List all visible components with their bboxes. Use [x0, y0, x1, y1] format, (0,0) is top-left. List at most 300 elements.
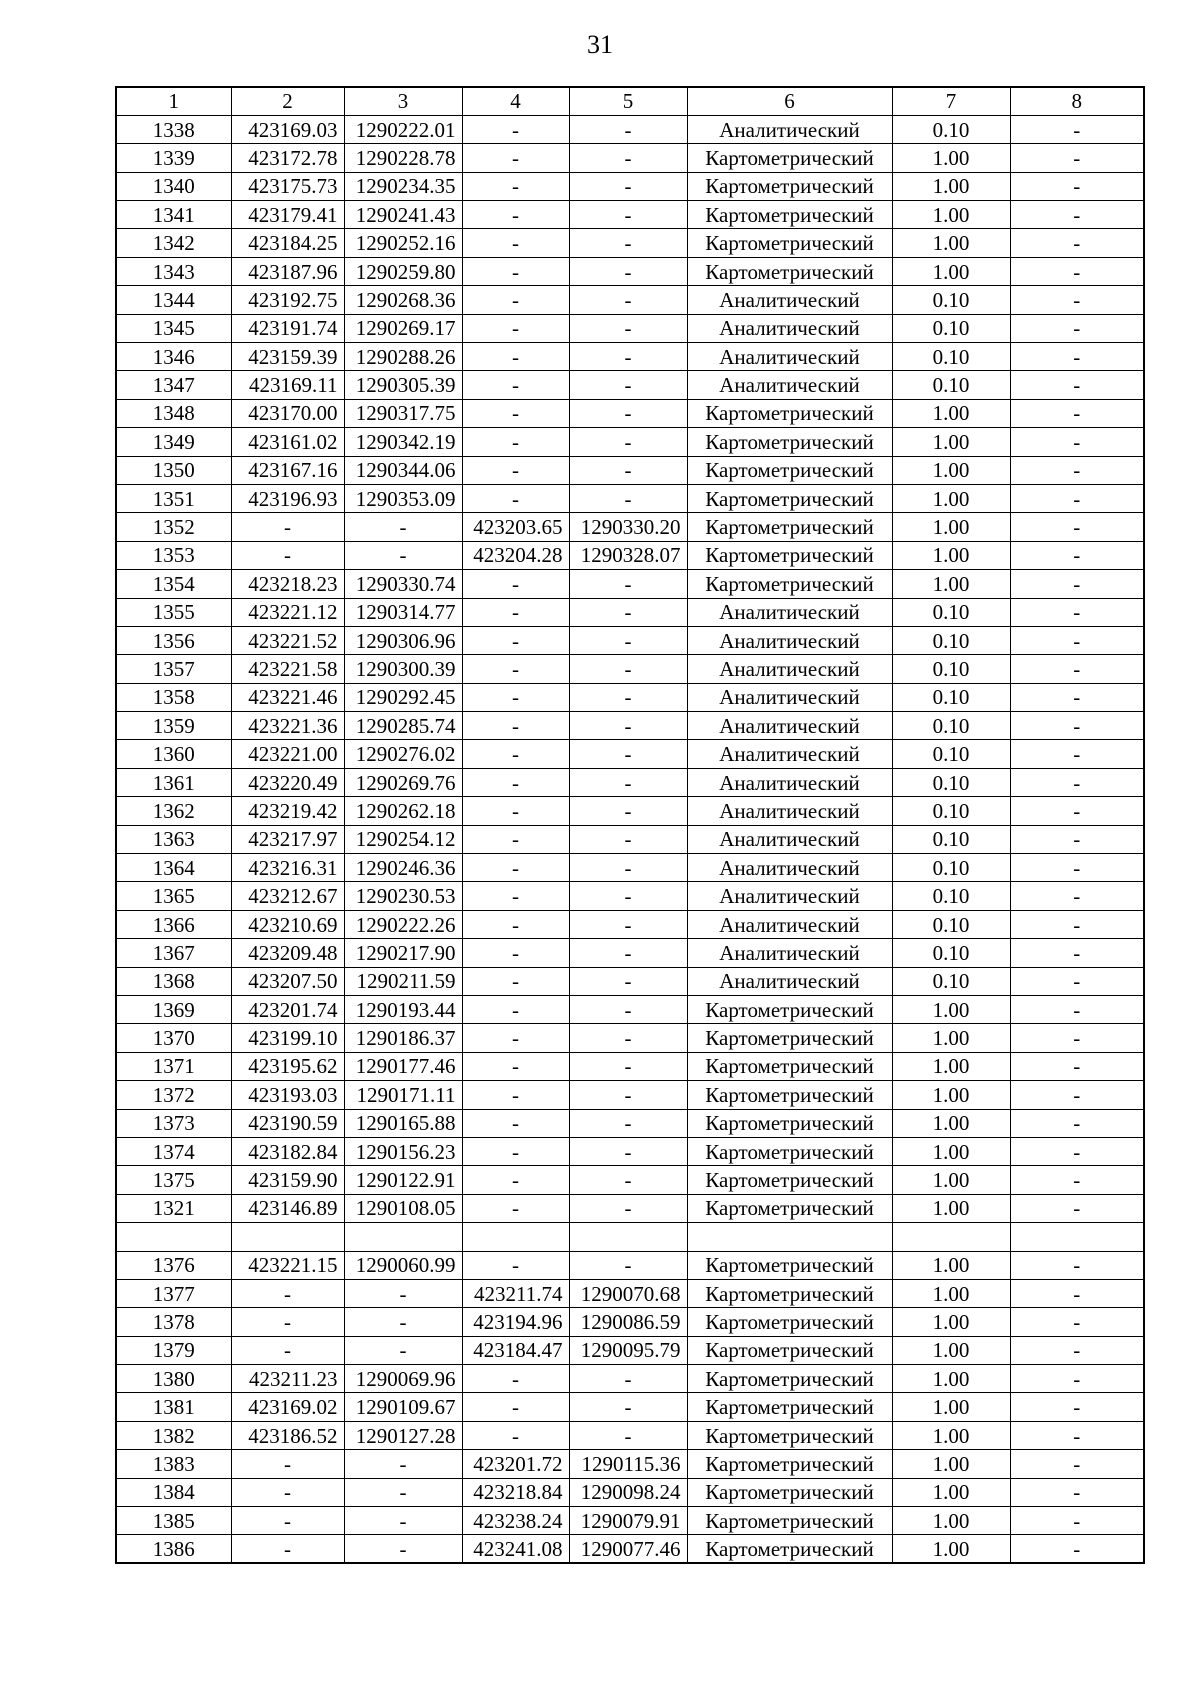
y-coordinate-cell: 1290330.74: [344, 570, 462, 598]
method-cell: Картометрический: [687, 1336, 892, 1364]
accuracy-cell: 1.00: [892, 484, 1010, 512]
accuracy-cell: 1.00: [892, 428, 1010, 456]
table-row: [116, 967, 1144, 995]
y-coordinate-alt-cell: -: [569, 967, 687, 995]
y-coordinate-alt-cell: 1290079.91: [569, 1507, 687, 1535]
accuracy-cell: [892, 1223, 1010, 1251]
y-coordinate-cell: 1290193.44: [344, 996, 462, 1024]
point-number-cell: 1377: [116, 1279, 231, 1307]
x-coordinate-alt-cell: -: [462, 343, 569, 371]
point-number-cell: 1360: [116, 740, 231, 768]
method-cell: Аналитический: [687, 371, 892, 399]
y-coordinate-cell: -: [344, 1336, 462, 1364]
x-coordinate-cell: -: [231, 1507, 344, 1535]
x-coordinate-cell: -: [231, 1450, 344, 1478]
y-coordinate-cell: 1290156.23: [344, 1137, 462, 1165]
x-coordinate-alt-cell: [462, 1223, 569, 1251]
y-coordinate-alt-cell: -: [569, 683, 687, 711]
point-number-cell: 1343: [116, 257, 231, 285]
table-row: [116, 768, 1144, 796]
table-row: [116, 939, 1144, 967]
method-cell: Картометрический: [687, 201, 892, 229]
table-row: [116, 655, 1144, 683]
note-cell: -: [1010, 371, 1144, 399]
y-coordinate-alt-cell: -: [569, 910, 687, 938]
y-coordinate-cell: 1290127.28: [344, 1421, 462, 1449]
y-coordinate-cell: 1290186.37: [344, 1024, 462, 1052]
y-coordinate-cell: 1290306.96: [344, 626, 462, 654]
table-row: [116, 626, 1144, 654]
y-coordinate-alt-cell: 1290070.68: [569, 1279, 687, 1307]
point-number-cell: 1370: [116, 1024, 231, 1052]
y-coordinate-alt-cell: -: [569, 854, 687, 882]
note-cell: -: [1010, 1393, 1144, 1421]
y-coordinate-alt-cell: -: [569, 1052, 687, 1080]
x-coordinate-cell: 423221.58: [231, 655, 344, 683]
table-row: [116, 1137, 1144, 1165]
method-cell: Аналитический: [687, 286, 892, 314]
accuracy-cell: 0.10: [892, 910, 1010, 938]
y-coordinate-cell: 1290165.88: [344, 1109, 462, 1137]
method-cell: Картометрический: [687, 456, 892, 484]
x-coordinate-cell: 423146.89: [231, 1194, 344, 1222]
x-coordinate-alt-cell: -: [462, 1365, 569, 1393]
point-number-cell: 1369: [116, 996, 231, 1024]
y-coordinate-cell: 1290222.26: [344, 910, 462, 938]
point-number-cell: 1359: [116, 712, 231, 740]
y-coordinate-cell: 1290254.12: [344, 825, 462, 853]
point-number-cell: 1339: [116, 144, 231, 172]
method-cell: Картометрический: [687, 1081, 892, 1109]
y-coordinate-cell: 1290222.01: [344, 115, 462, 143]
note-cell: -: [1010, 1450, 1144, 1478]
method-cell: Аналитический: [687, 598, 892, 626]
accuracy-cell: 1.00: [892, 229, 1010, 257]
method-cell: Картометрический: [687, 541, 892, 569]
table-row: [116, 712, 1144, 740]
method-cell: Аналитический: [687, 882, 892, 910]
point-number-cell: 1355: [116, 598, 231, 626]
method-cell: Картометрический: [687, 1109, 892, 1137]
note-cell: -: [1010, 1279, 1144, 1307]
table-row: [116, 1365, 1144, 1393]
note-cell: -: [1010, 484, 1144, 512]
x-coordinate-alt-cell: -: [462, 1251, 569, 1279]
y-coordinate-alt-cell: -: [569, 144, 687, 172]
accuracy-cell: 0.10: [892, 740, 1010, 768]
table-row: [116, 1507, 1144, 1535]
note-cell: -: [1010, 626, 1144, 654]
table-row: [116, 257, 1144, 285]
table-row: [116, 854, 1144, 882]
column-header: 7: [892, 87, 1010, 115]
method-cell: Аналитический: [687, 314, 892, 342]
y-coordinate-alt-cell: -: [569, 115, 687, 143]
point-number-cell: 1382: [116, 1421, 231, 1449]
y-coordinate-alt-cell: 1290098.24: [569, 1478, 687, 1506]
note-cell: -: [1010, 655, 1144, 683]
x-coordinate-alt-cell: 423211.74: [462, 1279, 569, 1307]
accuracy-cell: 1.00: [892, 1024, 1010, 1052]
y-coordinate-alt-cell: 1290330.20: [569, 513, 687, 541]
table-row: [116, 1279, 1144, 1307]
point-number-cell: 1348: [116, 399, 231, 427]
point-number-cell: 1338: [116, 115, 231, 143]
x-coordinate-cell: 423172.78: [231, 144, 344, 172]
accuracy-cell: 1.00: [892, 1308, 1010, 1336]
note-cell: -: [1010, 882, 1144, 910]
x-coordinate-cell: 423167.16: [231, 456, 344, 484]
y-coordinate-cell: 1290268.36: [344, 286, 462, 314]
accuracy-cell: 1.00: [892, 1393, 1010, 1421]
x-coordinate-alt-cell: 423238.24: [462, 1507, 569, 1535]
y-coordinate-alt-cell: -: [569, 172, 687, 200]
y-coordinate-alt-cell: -: [569, 371, 687, 399]
method-cell: Картометрический: [687, 1024, 892, 1052]
point-number-cell: 1356: [116, 626, 231, 654]
y-coordinate-cell: 1290230.53: [344, 882, 462, 910]
x-coordinate-alt-cell: -: [462, 115, 569, 143]
x-coordinate-cell: 423190.59: [231, 1109, 344, 1137]
point-number-cell: 1363: [116, 825, 231, 853]
point-number-cell: 1349: [116, 428, 231, 456]
y-coordinate-cell: 1290060.99: [344, 1251, 462, 1279]
x-coordinate-cell: 423159.39: [231, 343, 344, 371]
method-cell: Картометрический: [687, 428, 892, 456]
point-number-cell: 1383: [116, 1450, 231, 1478]
table-row: [116, 1251, 1144, 1279]
x-coordinate-alt-cell: 423203.65: [462, 513, 569, 541]
note-cell: -: [1010, 1251, 1144, 1279]
note-cell: -: [1010, 967, 1144, 995]
x-coordinate-alt-cell: -: [462, 1393, 569, 1421]
accuracy-cell: 1.00: [892, 1507, 1010, 1535]
x-coordinate-cell: 423216.31: [231, 854, 344, 882]
column-header: 5: [569, 87, 687, 115]
table-row: [116, 1450, 1144, 1478]
x-coordinate-cell: 423169.02: [231, 1393, 344, 1421]
note-cell: -: [1010, 825, 1144, 853]
x-coordinate-alt-cell: -: [462, 996, 569, 1024]
point-number-cell: 1376: [116, 1251, 231, 1279]
table-row: [116, 484, 1144, 512]
method-cell: Картометрический: [687, 570, 892, 598]
note-cell: -: [1010, 399, 1144, 427]
x-coordinate-cell: 423184.25: [231, 229, 344, 257]
accuracy-cell: 0.10: [892, 797, 1010, 825]
x-coordinate-cell: 423199.10: [231, 1024, 344, 1052]
point-number-cell: 1366: [116, 910, 231, 938]
table-row: [116, 1194, 1144, 1222]
point-number-cell: 1351: [116, 484, 231, 512]
x-coordinate-alt-cell: -: [462, 172, 569, 200]
table-row: [116, 399, 1144, 427]
method-cell: Аналитический: [687, 825, 892, 853]
y-coordinate-alt-cell: -: [569, 399, 687, 427]
method-cell: Картометрический: [687, 513, 892, 541]
y-coordinate-cell: 1290122.91: [344, 1166, 462, 1194]
y-coordinate-alt-cell: -: [569, 712, 687, 740]
y-coordinate-cell: 1290241.43: [344, 201, 462, 229]
x-coordinate-cell: 423170.00: [231, 399, 344, 427]
note-cell: -: [1010, 1507, 1144, 1535]
x-coordinate-cell: 423175.73: [231, 172, 344, 200]
note-cell: -: [1010, 456, 1144, 484]
x-coordinate-alt-cell: 423201.72: [462, 1450, 569, 1478]
y-coordinate-cell: 1290109.67: [344, 1393, 462, 1421]
method-cell: Аналитический: [687, 910, 892, 938]
x-coordinate-cell: -: [231, 541, 344, 569]
point-number-cell: 1381: [116, 1393, 231, 1421]
note-cell: -: [1010, 740, 1144, 768]
x-coordinate-cell: 423221.46: [231, 683, 344, 711]
y-coordinate-alt-cell: -: [569, 286, 687, 314]
note-cell: -: [1010, 1194, 1144, 1222]
note-cell: -: [1010, 513, 1144, 541]
method-cell: Картометрический: [687, 1279, 892, 1307]
y-coordinate-alt-cell: -: [569, 1393, 687, 1421]
y-coordinate-alt-cell: -: [569, 1081, 687, 1109]
x-coordinate-cell: -: [231, 513, 344, 541]
table-row: [116, 1336, 1144, 1364]
x-coordinate-alt-cell: -: [462, 1421, 569, 1449]
y-coordinate-cell: 1290269.17: [344, 314, 462, 342]
y-coordinate-alt-cell: 1290077.46: [569, 1535, 687, 1563]
point-number-cell: 1357: [116, 655, 231, 683]
point-number-cell: 1347: [116, 371, 231, 399]
x-coordinate-alt-cell: -: [462, 1137, 569, 1165]
note-cell: -: [1010, 229, 1144, 257]
x-coordinate-alt-cell: 423241.08: [462, 1535, 569, 1563]
method-cell: Аналитический: [687, 343, 892, 371]
note-cell: -: [1010, 115, 1144, 143]
x-coordinate-cell: 423201.74: [231, 996, 344, 1024]
accuracy-cell: 1.00: [892, 172, 1010, 200]
table-row: [116, 1024, 1144, 1052]
y-coordinate-alt-cell: -: [569, 626, 687, 654]
point-number-cell: 1362: [116, 797, 231, 825]
method-cell: Аналитический: [687, 712, 892, 740]
accuracy-cell: 1.00: [892, 1478, 1010, 1506]
y-coordinate-cell: 1290342.19: [344, 428, 462, 456]
note-cell: -: [1010, 797, 1144, 825]
y-coordinate-alt-cell: -: [569, 257, 687, 285]
point-number-cell: 1375: [116, 1166, 231, 1194]
x-coordinate-cell: 423182.84: [231, 1137, 344, 1165]
method-cell: Аналитический: [687, 939, 892, 967]
y-coordinate-alt-cell: -: [569, 768, 687, 796]
x-coordinate-alt-cell: -: [462, 229, 569, 257]
accuracy-cell: 0.10: [892, 115, 1010, 143]
note-cell: -: [1010, 996, 1144, 1024]
method-cell: Картометрический: [687, 1365, 892, 1393]
y-coordinate-alt-cell: -: [569, 314, 687, 342]
y-coordinate-cell: 1290269.76: [344, 768, 462, 796]
accuracy-cell: 1.00: [892, 996, 1010, 1024]
table-row: [116, 541, 1144, 569]
table-row: [116, 201, 1144, 229]
y-coordinate-cell: 1290314.77: [344, 598, 462, 626]
y-coordinate-cell: -: [344, 1308, 462, 1336]
x-coordinate-alt-cell: -: [462, 456, 569, 484]
accuracy-cell: 1.00: [892, 456, 1010, 484]
x-coordinate-cell: 423193.03: [231, 1081, 344, 1109]
accuracy-cell: 0.10: [892, 768, 1010, 796]
table-body: [116, 115, 1144, 1563]
accuracy-cell: 1.00: [892, 1336, 1010, 1364]
x-coordinate-alt-cell: -: [462, 371, 569, 399]
method-cell: Картометрический: [687, 229, 892, 257]
y-coordinate-alt-cell: -: [569, 428, 687, 456]
accuracy-cell: 0.10: [892, 825, 1010, 853]
note-cell: -: [1010, 257, 1144, 285]
column-header: 6: [687, 87, 892, 115]
accuracy-cell: 0.10: [892, 286, 1010, 314]
y-coordinate-alt-cell: -: [569, 456, 687, 484]
accuracy-cell: 1.00: [892, 1251, 1010, 1279]
y-coordinate-cell: [344, 1223, 462, 1251]
table-row: [116, 740, 1144, 768]
x-coordinate-alt-cell: -: [462, 910, 569, 938]
note-cell: -: [1010, 1109, 1144, 1137]
note-cell: -: [1010, 428, 1144, 456]
method-cell: Картометрический: [687, 1137, 892, 1165]
x-coordinate-cell: 423169.03: [231, 115, 344, 143]
y-coordinate-alt-cell: -: [569, 740, 687, 768]
note-cell: -: [1010, 1024, 1144, 1052]
x-coordinate-cell: -: [231, 1478, 344, 1506]
note-cell: -: [1010, 910, 1144, 938]
point-number-cell: 1321: [116, 1194, 231, 1222]
y-coordinate-alt-cell: -: [569, 797, 687, 825]
x-coordinate-cell: 423210.69: [231, 910, 344, 938]
x-coordinate-alt-cell: -: [462, 712, 569, 740]
accuracy-cell: 1.00: [892, 201, 1010, 229]
accuracy-cell: 1.00: [892, 1194, 1010, 1222]
x-coordinate-alt-cell: -: [462, 655, 569, 683]
y-coordinate-cell: 1290234.35: [344, 172, 462, 200]
method-cell: Картометрический: [687, 1535, 892, 1563]
table-row: [116, 513, 1144, 541]
x-coordinate-alt-cell: 423194.96: [462, 1308, 569, 1336]
x-coordinate-cell: 423221.00: [231, 740, 344, 768]
table-row: [116, 1478, 1144, 1506]
x-coordinate-alt-cell: -: [462, 598, 569, 626]
note-cell: -: [1010, 1308, 1144, 1336]
table-row: [116, 1166, 1144, 1194]
table-row: [116, 1421, 1144, 1449]
x-coordinate-alt-cell: 423184.47: [462, 1336, 569, 1364]
y-coordinate-alt-cell: -: [569, 598, 687, 626]
table-row: [116, 683, 1144, 711]
x-coordinate-cell: 423221.15: [231, 1251, 344, 1279]
x-coordinate-alt-cell: -: [462, 626, 569, 654]
y-coordinate-alt-cell: -: [569, 484, 687, 512]
table-row: [116, 144, 1144, 172]
x-coordinate-alt-cell: -: [462, 1109, 569, 1137]
x-coordinate-cell: 423220.49: [231, 768, 344, 796]
method-cell: Аналитический: [687, 626, 892, 654]
x-coordinate-cell: 423195.62: [231, 1052, 344, 1080]
method-cell: Картометрический: [687, 144, 892, 172]
y-coordinate-cell: 1290262.18: [344, 797, 462, 825]
x-coordinate-cell: [231, 1223, 344, 1251]
x-coordinate-alt-cell: -: [462, 1166, 569, 1194]
accuracy-cell: 0.10: [892, 854, 1010, 882]
y-coordinate-cell: 1290288.26: [344, 343, 462, 371]
accuracy-cell: 1.00: [892, 1421, 1010, 1449]
table-row: [116, 115, 1144, 143]
note-cell: -: [1010, 683, 1144, 711]
x-coordinate-cell: 423169.11: [231, 371, 344, 399]
table-row: [116, 910, 1144, 938]
y-coordinate-cell: 1290171.11: [344, 1081, 462, 1109]
y-coordinate-cell: 1290252.16: [344, 229, 462, 257]
accuracy-cell: 0.10: [892, 882, 1010, 910]
method-cell: Аналитический: [687, 854, 892, 882]
y-coordinate-alt-cell: -: [569, 570, 687, 598]
x-coordinate-alt-cell: -: [462, 1024, 569, 1052]
x-coordinate-cell: 423219.42: [231, 797, 344, 825]
point-number-cell: 1354: [116, 570, 231, 598]
x-coordinate-cell: 423217.97: [231, 825, 344, 853]
note-cell: -: [1010, 1421, 1144, 1449]
x-coordinate-cell: 423212.67: [231, 882, 344, 910]
x-coordinate-cell: 423161.02: [231, 428, 344, 456]
x-coordinate-alt-cell: -: [462, 484, 569, 512]
accuracy-cell: 1.00: [892, 1166, 1010, 1194]
note-cell: -: [1010, 1478, 1144, 1506]
method-cell: Картометрический: [687, 1194, 892, 1222]
point-number-cell: 1353: [116, 541, 231, 569]
accuracy-cell: 1.00: [892, 1279, 1010, 1307]
note-cell: -: [1010, 541, 1144, 569]
accuracy-cell: 0.10: [892, 712, 1010, 740]
table-row: [116, 570, 1144, 598]
method-cell: Картометрический: [687, 1421, 892, 1449]
x-coordinate-alt-cell: -: [462, 967, 569, 995]
method-cell: Картометрический: [687, 1251, 892, 1279]
y-coordinate-alt-cell: -: [569, 229, 687, 257]
y-coordinate-alt-cell: -: [569, 1194, 687, 1222]
column-header: 1: [116, 87, 231, 115]
y-coordinate-cell: 1290300.39: [344, 655, 462, 683]
y-coordinate-cell: 1290211.59: [344, 967, 462, 995]
x-coordinate-cell: 423221.12: [231, 598, 344, 626]
accuracy-cell: 0.10: [892, 683, 1010, 711]
table-row: [116, 428, 1144, 456]
x-coordinate-alt-cell: -: [462, 1052, 569, 1080]
point-number-cell: 1346: [116, 343, 231, 371]
note-cell: -: [1010, 570, 1144, 598]
y-coordinate-alt-cell: -: [569, 343, 687, 371]
table-row: [116, 797, 1144, 825]
x-coordinate-cell: 423187.96: [231, 257, 344, 285]
note-cell: -: [1010, 1081, 1144, 1109]
table-row: [116, 1535, 1144, 1563]
point-number-cell: 1379: [116, 1336, 231, 1364]
y-coordinate-cell: 1290344.06: [344, 456, 462, 484]
column-header: 4: [462, 87, 569, 115]
note-cell: -: [1010, 314, 1144, 342]
accuracy-cell: 1.00: [892, 1052, 1010, 1080]
accuracy-cell: 0.10: [892, 371, 1010, 399]
point-number-cell: 1367: [116, 939, 231, 967]
point-number-cell: 1378: [116, 1308, 231, 1336]
x-coordinate-alt-cell: -: [462, 257, 569, 285]
table-row: [116, 882, 1144, 910]
note-cell: [1010, 1223, 1144, 1251]
